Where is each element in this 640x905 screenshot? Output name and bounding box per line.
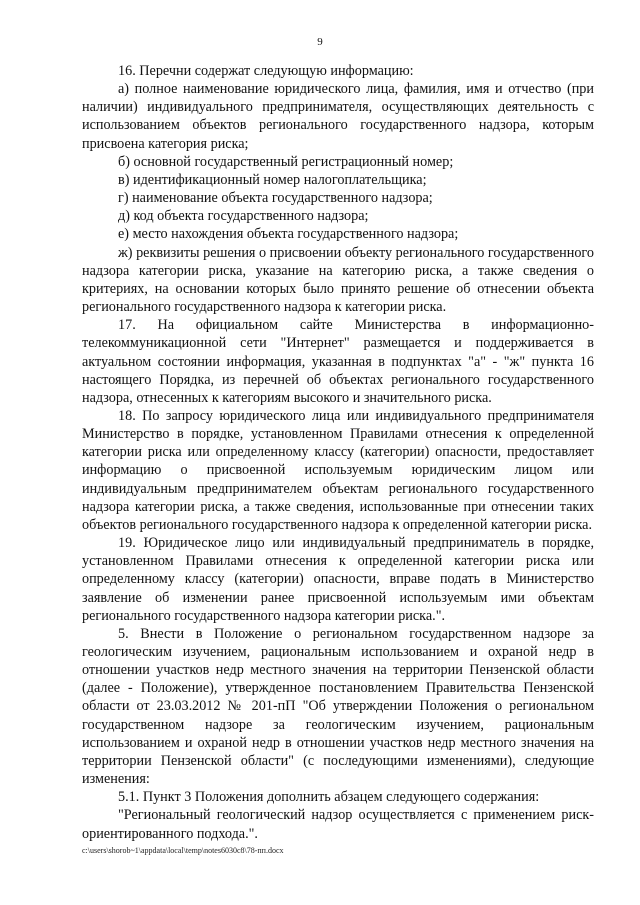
- paragraph-5: 5. Внести в Положение о региональном государственном надзоре за геологическим изучением, рациональным использованием и охраной недр в отношении участков недр местного значения на территории Пензенской области (далее - Положение), утвержденное постановлением Правительства Пензенской области от 23.03.2012 № 201-пП "Об утверждении Положения о региональном государственном надзоре за геологическим изучением, рациональным использованием и охраной недр в отношении участков недр местного значения на территории Пензенской области" (с последующими изменениями), следующие изменения:: [82, 625, 594, 788]
- paragraph-5-1: 5.1. Пункт 3 Положения дополнить абзацем следующего содержания:: [118, 789, 540, 806]
- list-item-v: в) идентификационный номер налогоплательщика;: [118, 171, 427, 188]
- paragraph-17: 17. На официальном сайте Министерства в информационно-телекоммуникационной сети "Интернет" размещается и поддерживается в актуальном состоянии информация, указанная в подпунктах "а" - "ж" пункта 16 настоящего Порядка, из перечней об объектах регионального государственного надзора, отнесенных к категориям высокого и значительного риска.: [82, 317, 594, 406]
- list-item-a: а) полное наименование юридического лица, фамилия, имя и отчество (при наличии) индивидуального предпринимателя, осуществляющих деятельность с использованием объектов регионального государственного надзора, которым присвоена категория риска;: [82, 81, 594, 152]
- paragraph-18: 18. По запросу юридического лица или индивидуального предпринимателя Министерство в порядке, установленном Правилами отнесения к определенной категории риска или определенному классу (категории) опасности, предоставляет информацию о присвоенной используемым юридическим лицом или индивидуальным предпринимателем объектам регионального государственного надзора категории риска, а также сведения, использованные при отнесении таких объектов регионального государственного надзора к определенной категории риска.: [82, 407, 594, 533]
- paragraph-19: 19. Юридическое лицо или индивидуальный предприниматель в порядке, установленном Правилами отнесения к определенной категории риска или определенному классу (категории) опасности, вправе подать в Министерство заявление об изменении ранее присвоенной используемым ими объектам регионального государственного надзора категории риска.".: [82, 535, 594, 624]
- list-item-g: г) наименование объекта государственного надзора;: [118, 190, 433, 207]
- list-item-e: е) место нахождения объекта государственного надзора;: [118, 226, 459, 243]
- list-item-zh: ж) реквизиты решения о присвоении объекту регионального государственного надзора категории риска, указание на категорию риска, а также сведения о критериях, на основании которых было принято решение об отнесении объекта регионального государственного надзора к категории риска.: [82, 244, 594, 316]
- paragraph-16-intro: 16. Перечни содержат следующую информацию:: [118, 63, 414, 79]
- paragraph-quote: "Региональный геологический надзор осуществляется с применением риск-ориентированного подхода.".: [82, 807, 594, 842]
- list-item-d: д) код объекта государственного надзора;: [118, 208, 369, 225]
- footer-file-path: c:\users\shorob~1\appdata\local\temp\notes6030c8\78-пп.docx: [82, 846, 284, 855]
- document-body: [82, 62, 594, 843]
- page-number: 9: [317, 36, 323, 48]
- list-item-b: б) основной государственный регистрационный номер;: [118, 153, 454, 170]
